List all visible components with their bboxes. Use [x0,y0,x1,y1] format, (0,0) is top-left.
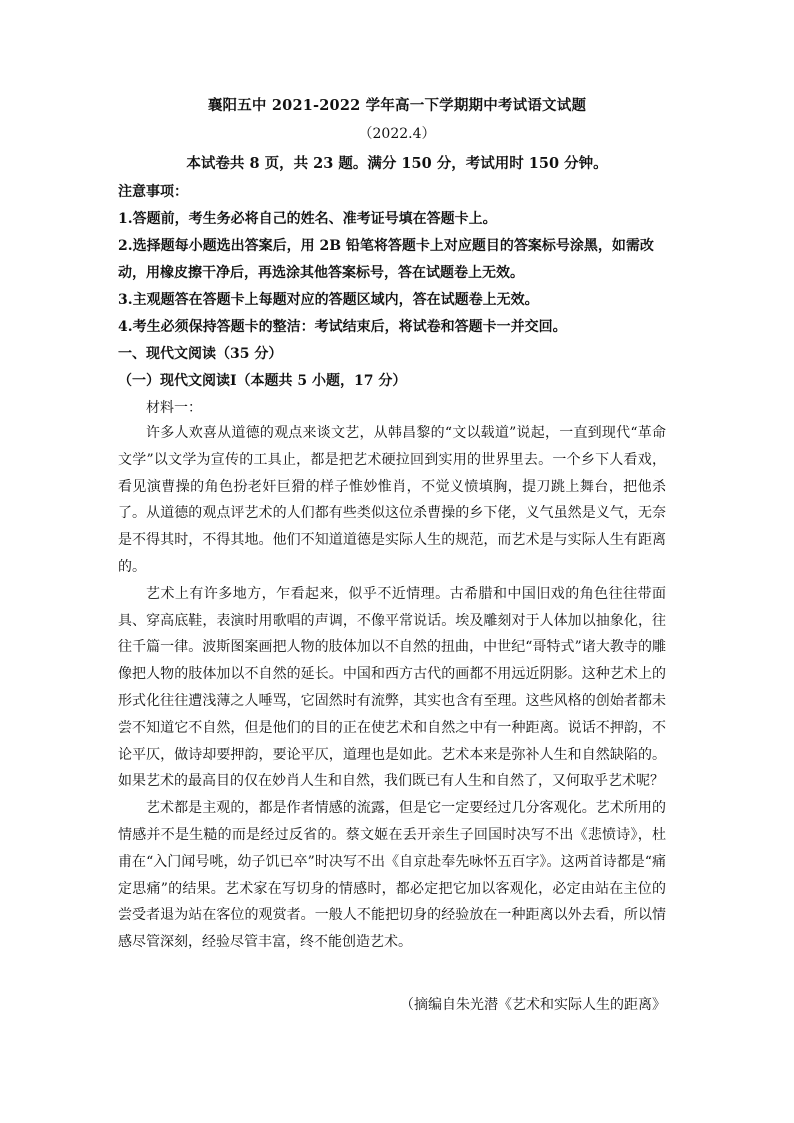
exam-info: 本试卷共 8 页，共 23 题。满分 150 分，考试用时 150 分钟。 [186,155,608,172]
exam-title: 襄阳五中 2021-2022 学年高一下学期期中考试语文试题 [207,97,587,114]
section-title: 一、现代文阅读（35 分） [118,346,283,362]
paragraph-2: 艺术上有许多地方，乍看起来，似乎不近情理。古希腊和中国旧戏的角色往往带面具、穿高底鞋，表演时用歌唱的声调，不像平常说话。埃及雕刻对于人体加以抽象化，往往千篇一律。波斯图案画把人物的肢体加以不自然的扭曲，中世纪“哥特式”诸大教寺的雕像把人物的肢体加以不自然的延长。中国和西方古代的画都不用远近阴影。这种艺术上的形式化往往遭浅薄之人唾骂，它固然时有流弊，其实也含有至理。这些风格的创始者都未尝不知道它不自然，但是他们的目的正在使艺术和自然之中有一种距离。说话不押韵，不论平仄，做诗却要押韵，要论平仄，道理也是如此。艺术本来是弥补人生和自然缺陷的。如果艺术的最高目的仅在妙肖人生和自然，我们既已有人生和自然了，又何取乎艺术呢？ [118,585,666,790]
note-item-2: 2.选择题每小题选出答案后，用 2B 铅笔将答题卡上对应题目的答案标号涂黑，如需改 [118,238,654,254]
paragraph-3: 艺术都是主观的，都是作者情感的流露，但是它一定要经过几分客观化。艺术所用的情感并不是生糙的而是经过反省的。蔡文姬在丢开亲生子回国时决写不出《悲愤诗》，杜甫在“入门闻号咷，幼子饥已卒”时决写不出《自京赴奉先咏怀五百字》。这两首诗都是“痛定思痛”的结果。艺术家在写切身的情感时，都必定把它加以客观化，必定由站在主位的尝受者退为站在客位的观赏者。一般人不能把切身的经验放在一种距离以外去看，所以情感尽管深刻，经验尽管丰富，终不能创造艺术。 [118,800,666,951]
notes-heading: 注意事项： [118,184,188,200]
note-item-3: 3.主观题答在答题卡上每题对应的答题区域内，答在试题卷上无效。 [118,292,539,308]
paragraph-1: 许多人欢喜从道德的观点来谈文艺，从韩昌黎的“文以载道”说起，一直到现代“革命文学”以文学为宣传的工具止，都是把艺术硬拉回到实用的世界里去。一个乡下人看戏，看见演曹操的角色扮老奸巨猾的样子惟妙惟肖，不觉义愤填胸，提刀跳上舞台，把他杀了。从道德的观点评艺术的人们都有些类似这位杀曹操的乡下佬，义气虽然是义气，无奈是不得其时，不得其地。他们不知道道德是实际人生的规范，而艺术是与实际人生有距离的。 [118,425,666,575]
source-citation: （摘编自朱光潜《艺术和实际人生的距离》 [400,997,666,1013]
section-subtitle: （一）现代文阅读Ⅰ（本题共 5 小题，17 分） [118,373,407,389]
note-item-4: 4.考生必须保持答题卡的整洁：考试结束后，将试卷和答题卡一并交回。 [118,319,567,335]
note-item-1: 1.答题前，考生务必将自己的姓名、准考证号填在答题卡上。 [118,211,497,227]
note-item-2-cont: 动，用橡皮擦干净后，再选涂其他答案标号，答在试题卷上无效。 [118,265,524,281]
exam-date: （2022.4） [358,126,436,142]
material-label: 材料一： [146,400,202,416]
material-body [118,420,666,956]
